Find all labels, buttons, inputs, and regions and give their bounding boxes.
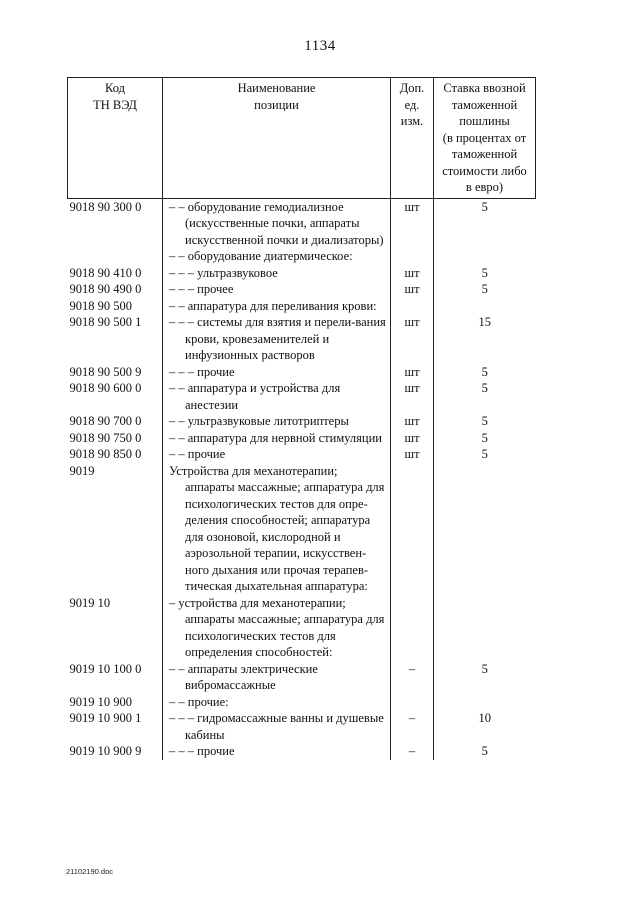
code-cell [68,380,163,413]
unit-cell [391,380,434,413]
name-cell [163,380,391,413]
unit-cell-text: – [408,711,416,725]
code-cell-text: 9018 90 300 0 [69,199,142,214]
table-row [68,694,536,711]
unit-cell-text: – [408,744,416,758]
name-cell [163,364,391,381]
rate-cell [434,265,536,282]
code-cell [68,595,163,661]
name-cell-text: – – аппаратура для переливания крови: [169,298,377,313]
code-cell-text: 9018 90 750 0 [69,430,142,445]
code-cell [68,413,163,430]
name-cell-text: – – оборудование диатермическое: [169,249,353,263]
header-rate: Ставка ввозной таможенной пошлины (в процентах от таможенной стоимости либо в евро) [434,78,536,199]
header-code: Код ТН ВЭД [68,78,163,199]
name-cell [163,298,391,315]
code-cell [68,743,163,760]
table-row [68,413,536,430]
unit-cell [391,413,434,430]
code-cell [68,248,163,265]
rate-cell-text: 10 [478,711,491,725]
rate-cell [434,281,536,298]
table-row [68,380,536,413]
footer-file-name: 21102190.doc [66,867,113,876]
unit-cell-text: шт [404,364,420,379]
name-cell [163,446,391,463]
code-cell-text: 9019 10 100 0 [69,661,142,676]
tariff-table [67,77,536,760]
name-cell-text: – устройства для механотерапии; аппараты массажные; аппаратура для психологических тестов для определения способностей: [169,595,385,659]
rate-cell [434,248,536,265]
name-cell-text: – – – системы для взятия и перели-вания крови, кровезаменителей и инфузионных растворов [169,315,386,362]
unit-cell-text: шт [404,414,420,428]
code-cell [68,430,163,447]
code-cell [68,298,163,315]
unit-cell [391,595,434,661]
name-cell [163,314,391,364]
name-cell [163,661,391,694]
name-cell-text: – – аппаратура для нервной стимуляции [169,430,382,445]
rate-cell [434,198,536,248]
name-cell [163,743,391,760]
unit-cell [391,265,434,282]
unit-cell [391,446,434,463]
code-cell-text: 9018 90 500 1 [69,315,142,329]
name-cell [163,694,391,711]
code-cell [68,314,163,364]
table-row [68,198,536,248]
name-cell-text: – – аппаратура и устройства для анестезии [169,381,341,412]
code-cell [68,364,163,381]
code-cell-text: 9018 90 490 0 [69,282,142,296]
rate-cell-text: 5 [481,364,488,379]
table-row [68,265,536,282]
rate-cell [434,380,536,413]
unit-cell-text: шт [404,381,420,395]
name-cell [163,413,391,430]
rate-cell-text: 5 [481,265,488,280]
code-cell-text: 9019 10 900 9 [69,744,142,758]
rate-cell [434,364,536,381]
name-cell-text: Устройства для механотерапии; аппараты массажные; аппаратура для психологических тестов для опре-деления способностей; аппаратура для озоновой, кислородной и аэрозольной терапии, искусствен-ного дыхания или прочая терапев-тическая дыхательная аппаратура: [169,463,385,593]
name-cell [163,265,391,282]
code-cell-text: 9018 90 410 0 [69,265,142,280]
table-row [68,595,536,661]
name-cell-text: – – – прочие [169,744,235,758]
unit-cell-text: – [408,661,416,676]
code-cell-text: 9019 10 [69,595,111,610]
name-cell [163,248,391,265]
rate-cell-text: 5 [481,661,488,676]
rate-cell-text: 15 [478,315,491,329]
unit-cell-text: шт [404,265,420,280]
unit-cell [391,281,434,298]
name-cell-text: – – ультразвуковые литотриптеры [169,414,349,428]
unit-cell [391,463,434,595]
unit-cell-text: шт [404,447,420,461]
rate-cell-text: 5 [481,447,488,461]
code-cell-text: 9019 [69,463,95,478]
code-cell-text: 9018 90 850 0 [69,447,142,461]
code-cell-text: 9019 10 900 1 [69,711,142,725]
page-number: 1134 [304,38,336,54]
rate-cell [434,661,536,694]
name-cell-text: – – – прочие [169,364,235,379]
code-cell-text: 9018 90 500 [69,298,132,313]
name-cell-text: – – оборудование гемодиализное (искусственные почки, аппараты искусственной почки и диализаторы) [169,199,384,247]
name-cell-text: – – аппараты электрические вибромассажные [169,661,318,692]
rate-cell-text: 5 [481,414,488,428]
rate-cell [434,298,536,315]
code-cell [68,198,163,248]
name-cell [163,595,391,661]
code-cell [68,446,163,463]
rate-cell-text: 5 [481,199,488,214]
name-cell [163,281,391,298]
unit-cell [391,364,434,381]
code-cell [68,281,163,298]
table-row [68,743,536,760]
rate-cell [434,430,536,447]
tariff-table-container [67,77,535,760]
rate-cell [434,413,536,430]
code-cell [68,694,163,711]
unit-cell [391,298,434,315]
rate-cell [434,710,536,743]
rate-cell-text: 5 [481,744,488,758]
name-cell-text: – – прочие: [169,694,229,709]
table-row [68,661,536,694]
unit-cell [391,710,434,743]
rate-cell [434,595,536,661]
name-cell-text: – – – прочее [169,282,234,296]
table-row [68,430,536,447]
table-row [68,710,536,743]
header-unit: Доп. ед. изм. [391,78,434,199]
table-row [68,364,536,381]
rate-cell [434,743,536,760]
code-cell [68,710,163,743]
table-row [68,298,536,315]
unit-cell-text: шт [404,282,420,296]
table-row [68,248,536,265]
rate-cell-text: 5 [481,282,488,296]
code-cell-text: 9018 90 500 9 [69,364,142,379]
rate-cell-text: 5 [481,381,488,395]
table-header [68,78,536,199]
unit-cell [391,314,434,364]
code-cell [68,463,163,595]
code-cell [68,661,163,694]
name-cell [163,463,391,595]
code-cell-text: 9018 90 700 0 [69,414,142,428]
table-body [68,198,536,760]
rate-cell [434,314,536,364]
table-row [68,281,536,298]
unit-cell [391,248,434,265]
code-cell-text: 9019 10 900 [69,694,132,709]
code-cell [68,265,163,282]
name-cell [163,430,391,447]
unit-cell [391,430,434,447]
unit-cell-text: шт [404,315,420,329]
unit-cell [391,661,434,694]
name-cell [163,198,391,248]
unit-cell [391,694,434,711]
name-cell [163,710,391,743]
rate-cell [434,463,536,595]
table-row [68,314,536,364]
code-cell-text: 9018 90 600 0 [69,381,142,395]
unit-cell [391,743,434,760]
table-row [68,463,536,595]
name-cell-text: – – прочие [169,447,226,461]
unit-cell [391,198,434,248]
header-name: Наименование позиции [163,78,391,199]
name-cell-text: – – – гидромассажные ванны и душевые кабины [169,711,384,742]
name-cell-text: – – – ультразвуковое [169,265,278,280]
table-row [68,446,536,463]
rate-cell-text: 5 [481,430,488,445]
rate-cell [434,446,536,463]
rate-cell [434,694,536,711]
unit-cell-text: шт [404,199,420,214]
unit-cell-text: шт [404,430,420,445]
